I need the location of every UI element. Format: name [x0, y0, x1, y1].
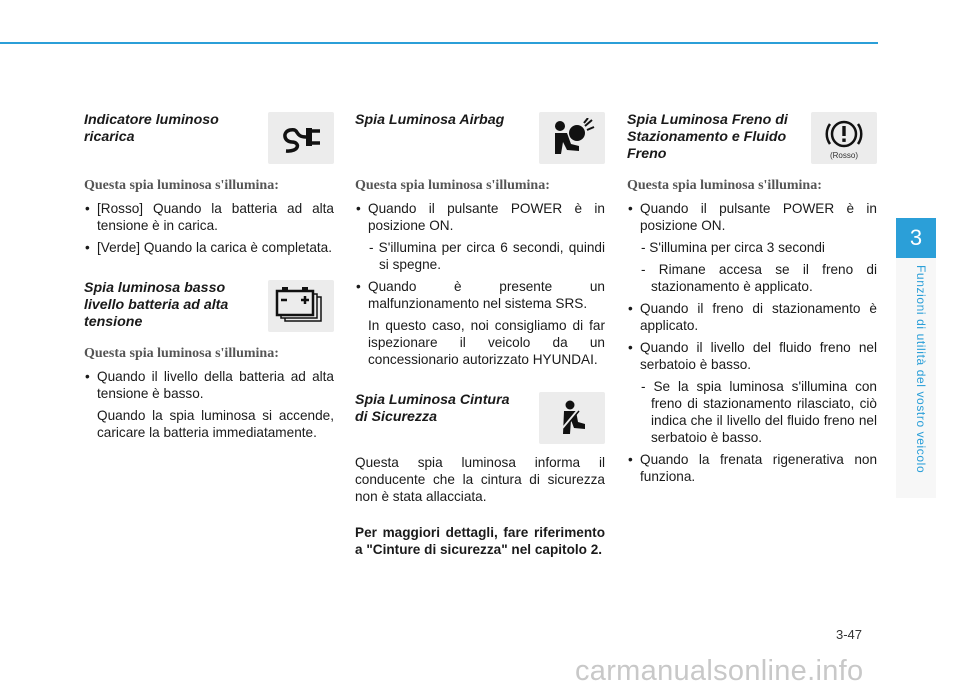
list-item: • [Verde] Quando la carica è completata. [84, 239, 334, 256]
list-item: • Quando il pulsante POWER è in posizione ON. [627, 200, 877, 234]
dash-item: - Se la spia luminosa s'illumina con freno di stazionamento rilasciato, ciò indica che il livello del fluido freno nel serbatoio è basso. [641, 379, 877, 445]
bullet-list [355, 278, 605, 312]
seatbelt-title: Spia Luminosa Cintura di Sicurezza [355, 392, 510, 425]
bullet-list [84, 200, 334, 256]
brake-warning-icon [811, 112, 877, 164]
list-item: • Quando è presente un malfunzionamento nel sistema SRS. [355, 278, 605, 312]
list-item: • Quando la frenata rigenerativa non funziona. [627, 451, 877, 485]
section-subtitle: Questa spia luminosa s'illumina: [355, 178, 550, 193]
list-item: • Quando il freno di stazionamento è applicato. [627, 300, 877, 334]
low-battery-title: Spia luminosa basso livello batteria ad alta tensione [84, 280, 229, 330]
list-item: • Quando il livello della batteria ad alta tensione è basso. [84, 368, 334, 402]
bullet-list [627, 451, 877, 485]
bullet-list [84, 368, 334, 402]
middle-column [355, 110, 605, 558]
right-column [627, 110, 877, 490]
charging-indicator-heading [84, 112, 334, 164]
brake-warning-heading [627, 112, 877, 164]
bullet-list [355, 200, 605, 234]
brake-warning-title: Spia Luminosa Freno di Stazionamento e Fluido Freno [627, 112, 788, 162]
header-rule [0, 42, 878, 44]
seatbelt-heading [355, 392, 605, 444]
seatbelt-reference: Per maggiori dettagli, fare riferimento a "Cinture di sicurezza" nel capitolo 2. [355, 525, 605, 557]
battery-icon [268, 280, 334, 332]
dash-item: - S'illumina per circa 3 secondi [641, 240, 825, 255]
bullet-list [627, 300, 877, 373]
list-item: • Quando il pulsante POWER è in posizione ON. [355, 200, 605, 234]
charging-plug-icon [268, 112, 334, 164]
section-subtitle: Questa spia luminosa s'illumina: [84, 178, 279, 193]
left-column [84, 110, 334, 446]
airbag-title: Spia Luminosa Airbag [355, 112, 505, 128]
seatbelt-description: Questa spia luminosa informa il conducente che la cintura di sicurezza non è stata allacciata. [355, 455, 605, 504]
watermark: carmanualsonline.info [575, 655, 864, 687]
airbag-heading [355, 112, 605, 164]
low-battery-heading [84, 280, 334, 332]
airbag-icon [539, 112, 605, 164]
charging-indicator-title: Indicatore luminoso ricarica [84, 112, 219, 145]
note-text: Quando la spia luminosa si accende, caricare la batteria immediatamente. [97, 408, 334, 440]
page-number: 3-47 [836, 627, 863, 642]
chapter-title: Funzioni di utilità del vostro veicolo [914, 265, 928, 474]
section-subtitle: Questa spia luminosa s'illumina: [84, 346, 279, 361]
bullet-list [627, 200, 877, 234]
section-number-tab: 3 [896, 218, 936, 258]
list-item: • Quando il livello del fluido freno nel serbatoio è basso. [627, 339, 877, 373]
note-text: In questo caso, noi consigliamo di far ispezionare il veicolo da un concessionario autorizzato HYUNDAI. [368, 318, 605, 367]
dash-item: - S'illumina per circa 6 secondi, quindi si spegne. [369, 240, 605, 272]
seatbelt-icon [539, 392, 605, 444]
list-item: • [Rosso] Quando la batteria ad alta tensione è in carica. [84, 200, 334, 234]
section-subtitle: Questa spia luminosa s'illumina: [627, 178, 822, 193]
icon-caption: (Rosso) [829, 150, 858, 160]
dash-item: - Rimane accesa se il freno di stazionamento è applicato. [641, 262, 877, 294]
